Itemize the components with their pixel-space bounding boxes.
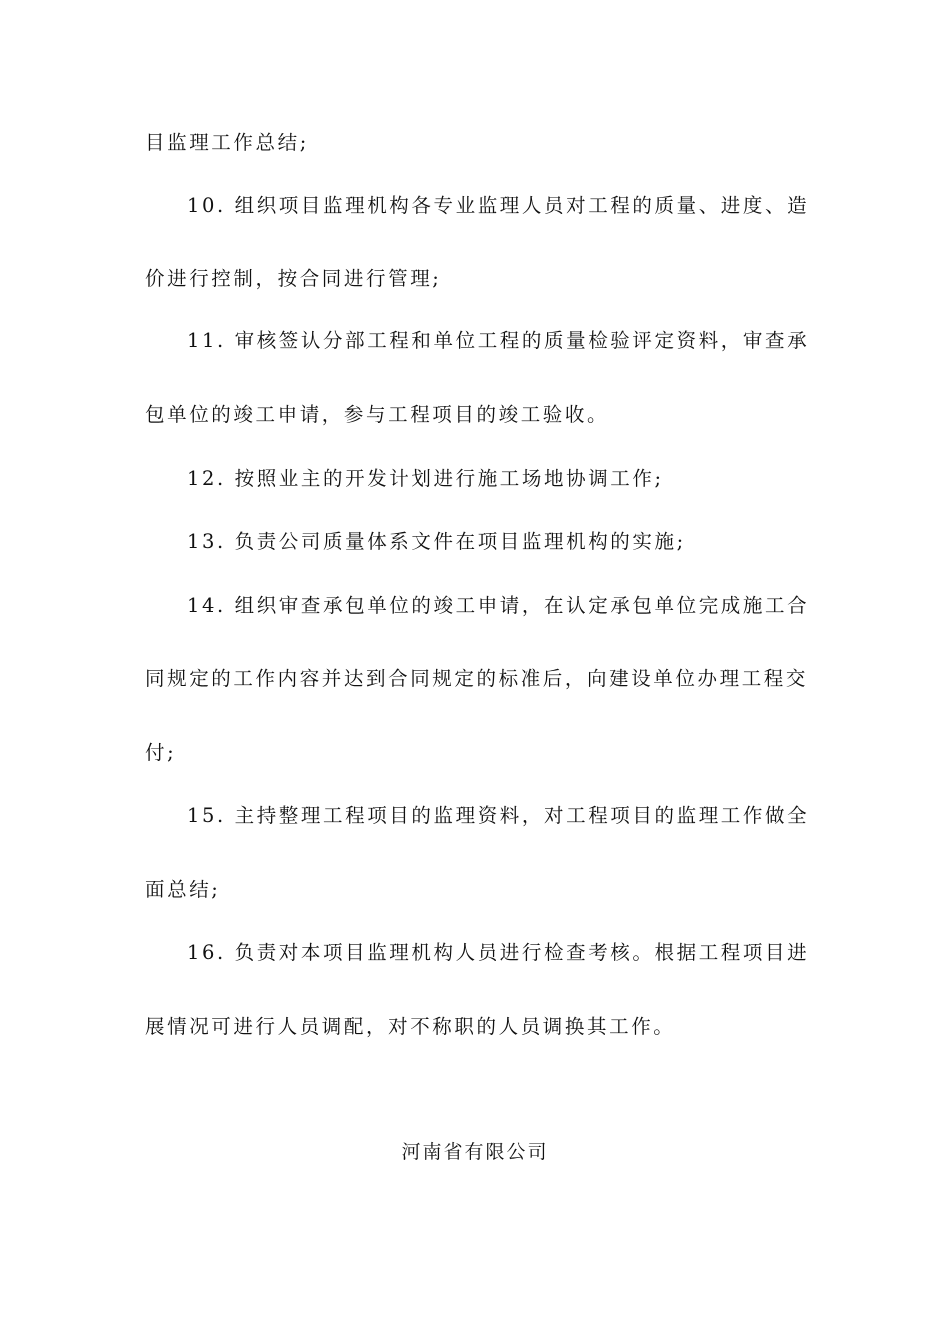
item-10-line-1: 10. 组织项目监理机构各专业监理人员对工程的质量、进度、造 bbox=[187, 194, 810, 217]
item-11-line-2: 包单位的竣工申请，参与工程项目的竣工验收。 bbox=[145, 403, 610, 426]
item-16-line-1: 16. 负责对本项目监理机构人员进行检查考核。根据工程项目进 bbox=[187, 941, 810, 964]
item-14-line-1: 14. 组织审查承包单位的竣工申请，在认定承包单位完成施工合 bbox=[187, 594, 810, 617]
company-name-footer: 河南省有限公司 bbox=[401, 1141, 549, 1163]
item-16-line-2: 展情况可进行人员调配，对不称职的人员调换其工作。 bbox=[145, 1015, 676, 1038]
item-13-line: 13. 负责公司质量体系文件在项目监理机构的实施; bbox=[187, 530, 686, 553]
item-14-line-3: 付; bbox=[145, 741, 177, 764]
item-15-line-1: 15. 主持整理工程项目的监理资料，对工程项目的监理工作做全 bbox=[187, 804, 810, 827]
item-11-line-1: 11. 审核签认分部工程和单位工程的质量检验评定资料，审查承 bbox=[187, 329, 810, 352]
text-line-1: 目监理工作总结; bbox=[145, 131, 309, 154]
item-10-line-2: 价进行控制，按合同进行管理; bbox=[145, 267, 442, 290]
item-15-line-2: 面总结; bbox=[145, 878, 221, 901]
item-14-line-2: 同规定的工作内容并达到合同规定的标准后，向建设单位办理工程交 bbox=[145, 667, 809, 690]
item-12-line: 12. 按照业主的开发计划进行施工场地协调工作; bbox=[187, 467, 664, 490]
